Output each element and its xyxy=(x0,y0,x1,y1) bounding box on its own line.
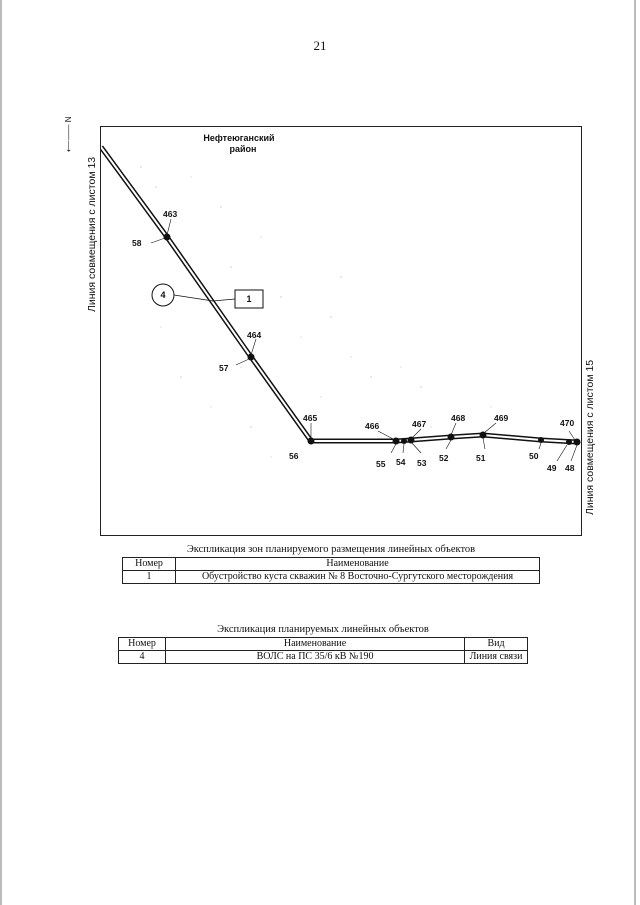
label-55: 55 xyxy=(376,459,386,469)
point-50[interactable] xyxy=(538,437,544,443)
label-54: 54 xyxy=(396,457,406,467)
label-48: 48 xyxy=(565,463,575,473)
label-463: 463 xyxy=(163,209,178,219)
left-matchline-label: Линия совмещения с листом 13 xyxy=(86,156,98,312)
label-464: 464 xyxy=(247,330,262,340)
right-matchline-label: Линия совмещения с листом 15 xyxy=(584,359,596,515)
label-57: 57 xyxy=(219,363,229,373)
svg-text:4: 4 xyxy=(160,290,166,300)
north-arrow: ⟵—— N xyxy=(64,116,73,152)
table-cell-name: ВОЛС на ПС 35/6 кВ №190 xyxy=(166,651,465,664)
table-cell-number: 1 xyxy=(123,571,176,584)
table2-caption: Экспликация планируемых линейных объектов xyxy=(217,624,429,635)
label-466: 466 xyxy=(365,421,380,431)
point-55[interactable] xyxy=(393,438,400,445)
point-53[interactable] xyxy=(408,437,415,444)
label-49: 49 xyxy=(547,463,557,473)
map-frame[interactable] xyxy=(100,126,582,536)
label-469: 469 xyxy=(494,413,509,423)
table-cell-type: Линия связи xyxy=(465,651,528,664)
table-header-row xyxy=(123,558,540,571)
svg-text:1: 1 xyxy=(246,294,252,304)
linear-objects-table xyxy=(118,637,528,664)
point-51[interactable] xyxy=(480,432,487,439)
label-465: 465 xyxy=(303,413,318,423)
table-row xyxy=(119,651,528,664)
table-cell-name: Обустройство куста скважин № 8 Восточно-Сургутского месторождения xyxy=(176,571,540,584)
table-header-row xyxy=(119,638,528,651)
table-header-number: Номер xyxy=(119,638,166,651)
label-50: 50 xyxy=(529,451,539,461)
label-51: 51 xyxy=(476,453,486,463)
district-label-line2: район xyxy=(229,144,257,154)
table-header-type: Вид xyxy=(465,638,528,651)
page-number: 21 xyxy=(313,38,327,53)
table-header-name: Наименование xyxy=(176,558,540,571)
table-header-name: Наименование xyxy=(166,638,465,651)
district-label-line1: Нефтеюганский xyxy=(203,133,275,143)
label-58: 58 xyxy=(132,238,142,248)
table-header-number: Номер xyxy=(123,558,176,571)
label-470: 470 xyxy=(560,418,575,428)
label-467: 467 xyxy=(412,419,427,429)
table1-caption: Экспликация зон планируемого размещения линейных объектов xyxy=(186,544,476,555)
label-56: 56 xyxy=(289,451,299,461)
label-468: 468 xyxy=(451,413,466,423)
callout-zone-1[interactable] xyxy=(213,290,263,308)
label-53: 53 xyxy=(417,458,427,468)
map-drawing xyxy=(101,127,582,536)
label-52: 52 xyxy=(439,453,449,463)
point-49[interactable] xyxy=(566,439,572,445)
point-54[interactable] xyxy=(401,438,407,444)
zones-table xyxy=(122,557,540,584)
route-points xyxy=(164,234,581,446)
table-row xyxy=(123,571,540,584)
scan-edge-right xyxy=(634,0,636,905)
scan-edge-left xyxy=(0,0,2,905)
table-cell-number: 4 xyxy=(119,651,166,664)
leader-lines xyxy=(151,219,577,461)
